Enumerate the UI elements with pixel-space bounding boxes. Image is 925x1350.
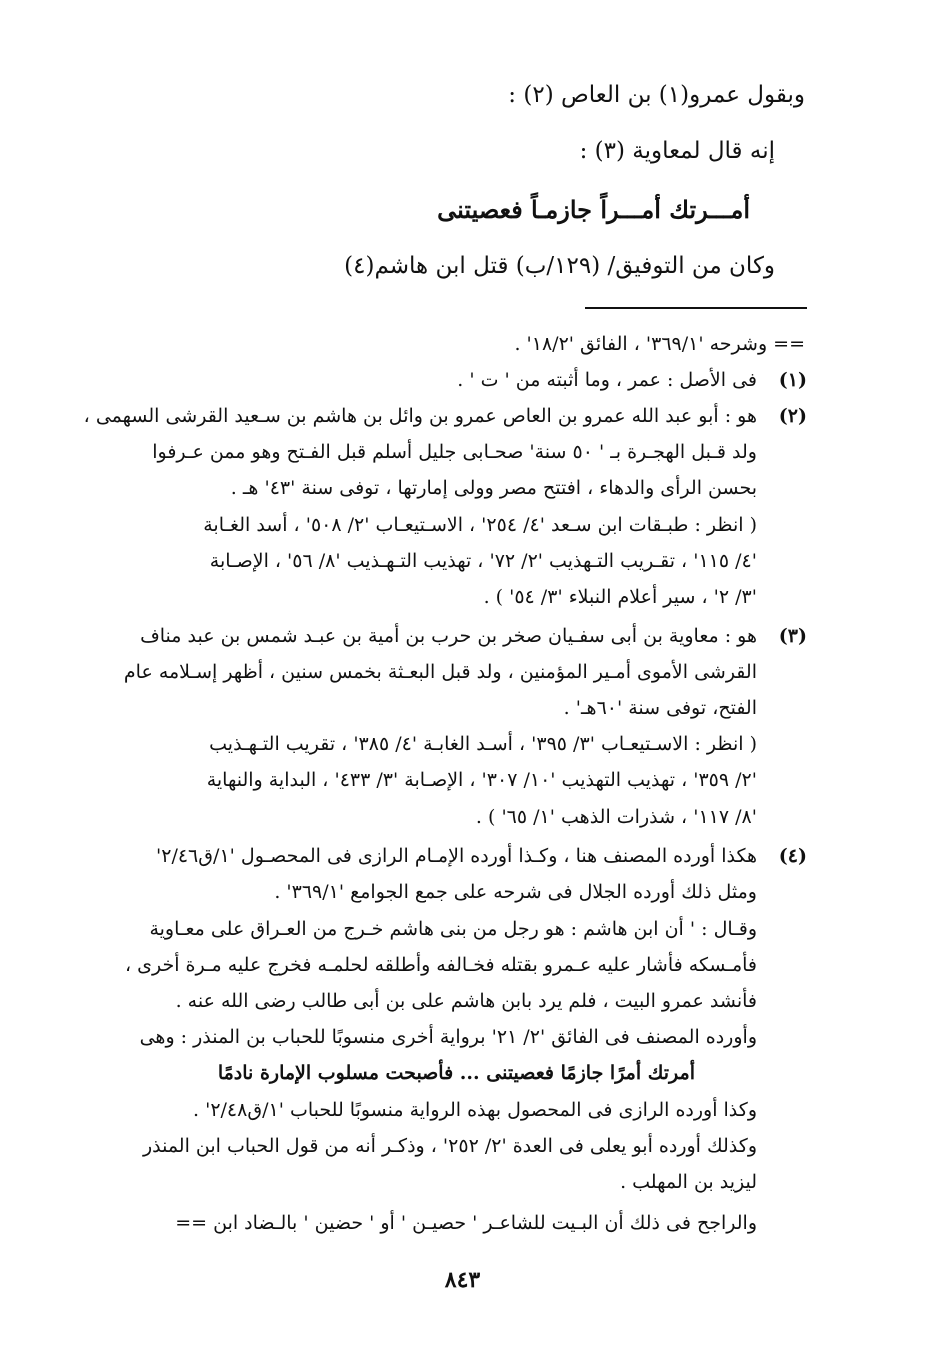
main-line-4: وكان من التوفيق/ (١٢٩/ب) قتل ابن هاشم(٤) [344,253,775,279]
main-line-1: وبقول عمرو(١) بن العاص (٢) : [508,82,805,108]
footnote-separator [585,307,807,309]
footnote-4-line: هكذا أورده المصنف هنا ، وكـذا أورده الإمـام الرازى فى المحصـول '١/ق٢/٤٦' [156,845,757,867]
footnote-2-line: بحسن الرأى والدهاء ، افتتح مصر وولى إمارتها ، توفى سنة '٤٣' هـ . [230,477,757,499]
footnote-continued: == وشرحه '٣٦٩/١' ، الفائق '١٨/٢' . [514,333,805,355]
footnote-2-line: '٤/ ١١٥' ، تقـريب التـهذيب '٢/ ٧٢' ، تهذيب التـهـذيب '٨/ ٥٦' ، الإصـابة [209,550,757,572]
footnote-4-line: ليزيد بن المهلب . [620,1171,757,1193]
footnote-2-line: ولد قـبل الهجـرة بـ ' ٥٠ سنة' صحـابى جليل أسلم قبل الفـتح وهو ممن عـرفوا [152,441,757,463]
footnote-3-line: '٨/ ١١٧' ، شذرات الذهب '١/ ٦٥' ) . [475,806,757,828]
footnote-3-line: '٢/ ٣٥٩' ، تهذيب التهذيب '١٠/ ٣٠٧' ، الإصـابة '٣/ ٤٣٣' ، البداية والنهاية [206,769,757,791]
footnote-1-number: (١) [778,369,807,391]
footnote-4-line: وأورده المصنف فى الفائق '٢/ ٢١' برواية أخرى منسوبًا للحباب بن المنذر : وهى [139,1026,757,1048]
footnote-1-line: فى الأصل : عمر ، وما أثبته من ' ت ' . [457,369,757,391]
footnote-4-line: ومثل ذلك أورده الجلال فى شرحه على جمع الجوامع '٣٦٩/١' . [274,881,757,903]
footnote-3-line: ( انظر : الاسـتيعـاب '٣/ ٣٩٥' ، أسـد الغابـة '٤/ ٣٨٥' ، تقريب التـهـذيب [209,733,757,755]
page-number: ٨٤٣ [444,1267,481,1293]
footnote-3-number: (٣) [778,625,807,647]
footnote-4-line: وكذلك أورده أبو يعلى فى العدة '٢/ ٢٥٢' ، وذكـر أنه من قول الحباب ابن المنذر [142,1135,757,1157]
footnote-4-line: والراجح فى ذلك أن البـيت للشاعـر ' حصيـن ' أو ' حضين ' بالـضاد ابن == [175,1212,757,1234]
footnote-3-line: هو : معاوية بن أبى سفـيان صخر بن حرب بن أمية بن عبـد شمس بن عبد مناف [140,625,757,647]
footnote-4-number: (٤) [778,845,807,867]
verse-line: أمـــرتك أمـــراً جازمـاً فعصيتنى [437,195,750,224]
footnote-2-line: هو : أبو عبد الله عمرو بن العاص عمرو بن وائل بن هاشم بن سـعيد القرشى السهمى ، [83,405,757,427]
footnote-3-line: الفتح، توفى سنة '٦٠هـ' . [563,697,757,719]
main-line-2: إنه قال لمعاوية (٣) : [579,138,775,164]
footnote-4-line: فأنشد عمرو البيت ، فلم يرد بابن هاشم على بن أبى طالب رضى الله عنه . [175,990,757,1012]
footnote-2-line: ( انظر : طبـقات ابن سـعد '٤/ ٢٥٤' ، الاسـتيعـاب '٢/ ٥٠٨' ، أسد الغـابة [203,514,757,536]
footnote-4-line: وكذا أورده الرازى فى المحصول بهذه الرواية منسوبًا للحباب '١/ق٢/٤٨' . [193,1099,757,1121]
footnote-4-line: فأمـسكه فأشار عليه عـمرو بقتله فخـالفه وأطلقه لحلمـه فخرج عليه مـرة أخرى ، [124,954,757,976]
footnote-2-line: '٣/ ٢' ، سير أعلام النبلاء '٣/ ٥٤' ) . [483,586,757,608]
footnote-3-line: القرشى الأموى أمـير المؤمنين ، ولد قبل البعـثة بخمس سنين ، أظهر إسـلامه عام [123,661,757,683]
footnote-2-number: (٢) [778,405,807,427]
footnote-4-verse: أمرتك أمرًا جازمًا فعصيتنى ... فأصبحت مسلوب الإمارة نادمًا [217,1062,695,1084]
footnote-4-line: وقـال : ' أن ابن هاشم : هو رجل من بنى هاشم خـرج من العـراق على معـاوية [149,918,757,940]
